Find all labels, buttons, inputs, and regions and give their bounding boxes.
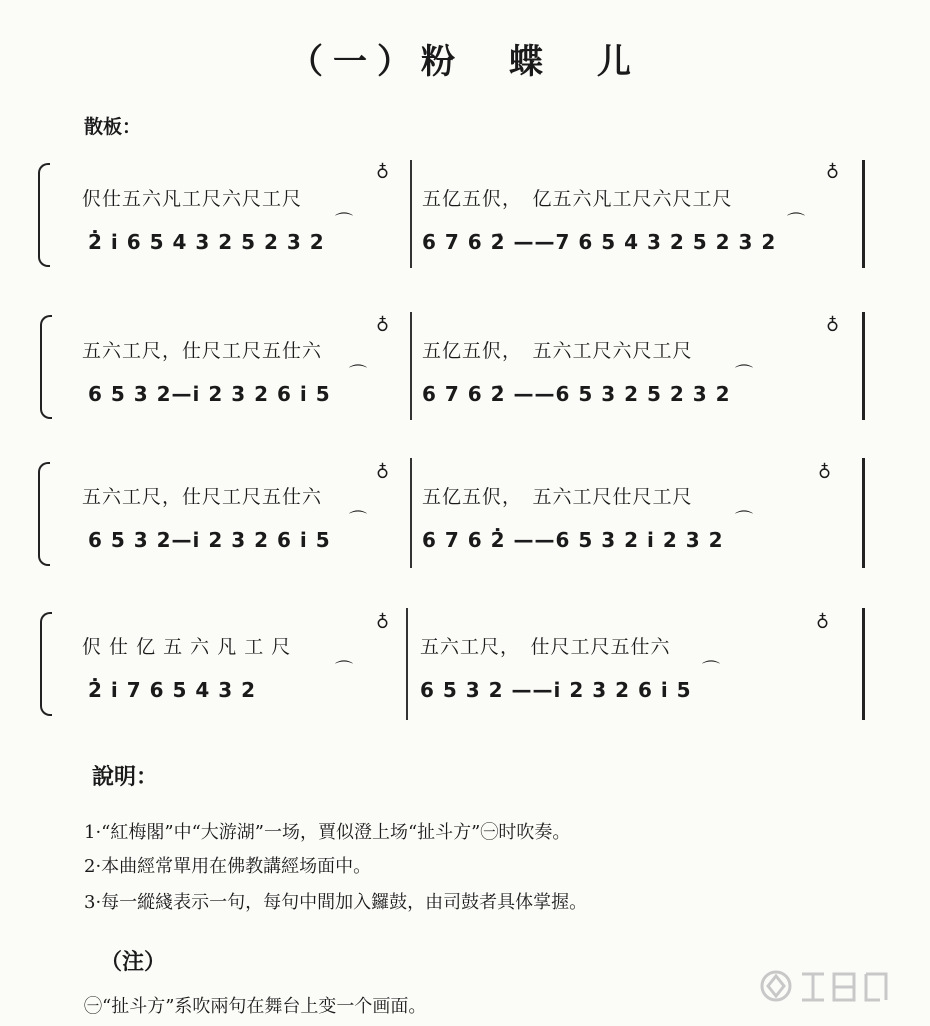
jianpu-line: 2̇ i̇ 7 6 5 4 3 2 <box>88 678 257 702</box>
end-barline <box>862 608 871 720</box>
gongche-line: 伬 仕 亿 五 六 凡 工 尺 <box>82 636 292 658</box>
fermata-mark: ⌒ <box>735 364 753 385</box>
fermata-mark: ⌒ <box>349 364 367 385</box>
end-barline <box>862 160 871 268</box>
watermark-logo <box>754 962 914 1012</box>
note-item: 1·“紅梅閣”中“大游湖”一场，賈似澄上场“扯斗方”㊀时吹奏。 <box>84 822 571 843</box>
end-barline <box>862 312 871 420</box>
jianpu-line: 6 7 6 2̇ ——6 5 3 2 i̇ 2 3 2 <box>422 528 724 552</box>
gong-symbol: ♁ <box>826 160 840 181</box>
system-bracket <box>40 315 52 419</box>
jianpu-line: 6 7 6 2̇ ——7 6 5 4 3 2 5 2 3 2 <box>422 230 777 254</box>
jianpu-line: 6 5 3 2—i̇ 2 3 2 6 i̇ 5 <box>88 382 331 406</box>
gongche-line: 五亿五伬， 五六工尺仕尺工尺 <box>422 486 693 508</box>
gong-symbol: ♁ <box>376 313 390 334</box>
note-item: 2·本曲經常單用在佛教講經场面中。 <box>84 856 372 877</box>
phrase-barline <box>410 312 412 420</box>
gong-symbol: ♁ <box>816 610 830 631</box>
footnote: ㊀“扯斗方”系吹兩句在舞台上变一个画面。 <box>84 996 427 1017</box>
fermata-mark: ⌒ <box>335 212 353 233</box>
gongche-line: 五六工尺，仕尺工尺五仕六 <box>82 486 323 508</box>
phrase-barline <box>406 608 408 720</box>
gongche-line: 五六工尺，仕尺工尺五仕六 <box>82 340 323 362</box>
page-title: （一）粉 蝶 儿 <box>289 42 641 82</box>
fermata-mark: ⌒ <box>349 510 367 531</box>
gongche-line: 五六工尺， 仕尺工尺五仕六 <box>420 636 671 658</box>
jianpu-line: 6 5 3 2—i̇ 2 3 2 6 i̇ 5 <box>88 528 331 552</box>
system-bracket <box>40 612 52 716</box>
jianpu-line: 2̇ i̇ 6 5 4 3 2 5 2 3 2 <box>88 230 325 254</box>
fermata-mark: ⌒ <box>735 510 753 531</box>
phrase-barline <box>410 458 412 568</box>
gongche-line: 五亿五伬， 五六工尺六尺工尺 <box>422 340 693 362</box>
system-bracket <box>38 462 50 566</box>
gong-symbol: ♁ <box>826 313 840 334</box>
gong-symbol: ♁ <box>818 460 832 481</box>
jianpu-line: 6 5 3 2 ——i̇ 2 3 2 6 i̇ 5 <box>420 678 692 702</box>
fermata-mark: ⌒ <box>787 212 805 233</box>
note-item: 3·每一縱綫表示一句，每句中間加入鑼鼓，由司鼓者具体掌握。 <box>84 892 588 913</box>
jianpu-line: 6 7 6 2̇ ——6 5 3 2 5 2 3 2 <box>422 382 731 406</box>
fermata-mark: ⌒ <box>702 660 720 681</box>
gongche-line: 伬仕五六凡工尺六尺工尺 <box>82 188 303 210</box>
gongche-line: 五亿五伬， 亿五六凡工尺六尺工尺 <box>422 188 733 210</box>
gong-symbol: ♁ <box>376 160 390 181</box>
phrase-barline <box>410 160 412 268</box>
system-bracket <box>38 163 50 267</box>
tempo-marking: 散板： <box>84 116 142 138</box>
annotation-heading: （注） <box>100 949 167 975</box>
gong-symbol: ♁ <box>376 610 390 631</box>
gong-symbol: ♁ <box>376 460 390 481</box>
fermata-mark: ⌒ <box>335 660 353 681</box>
end-barline <box>862 458 871 568</box>
notes-heading: 說明： <box>92 764 159 790</box>
